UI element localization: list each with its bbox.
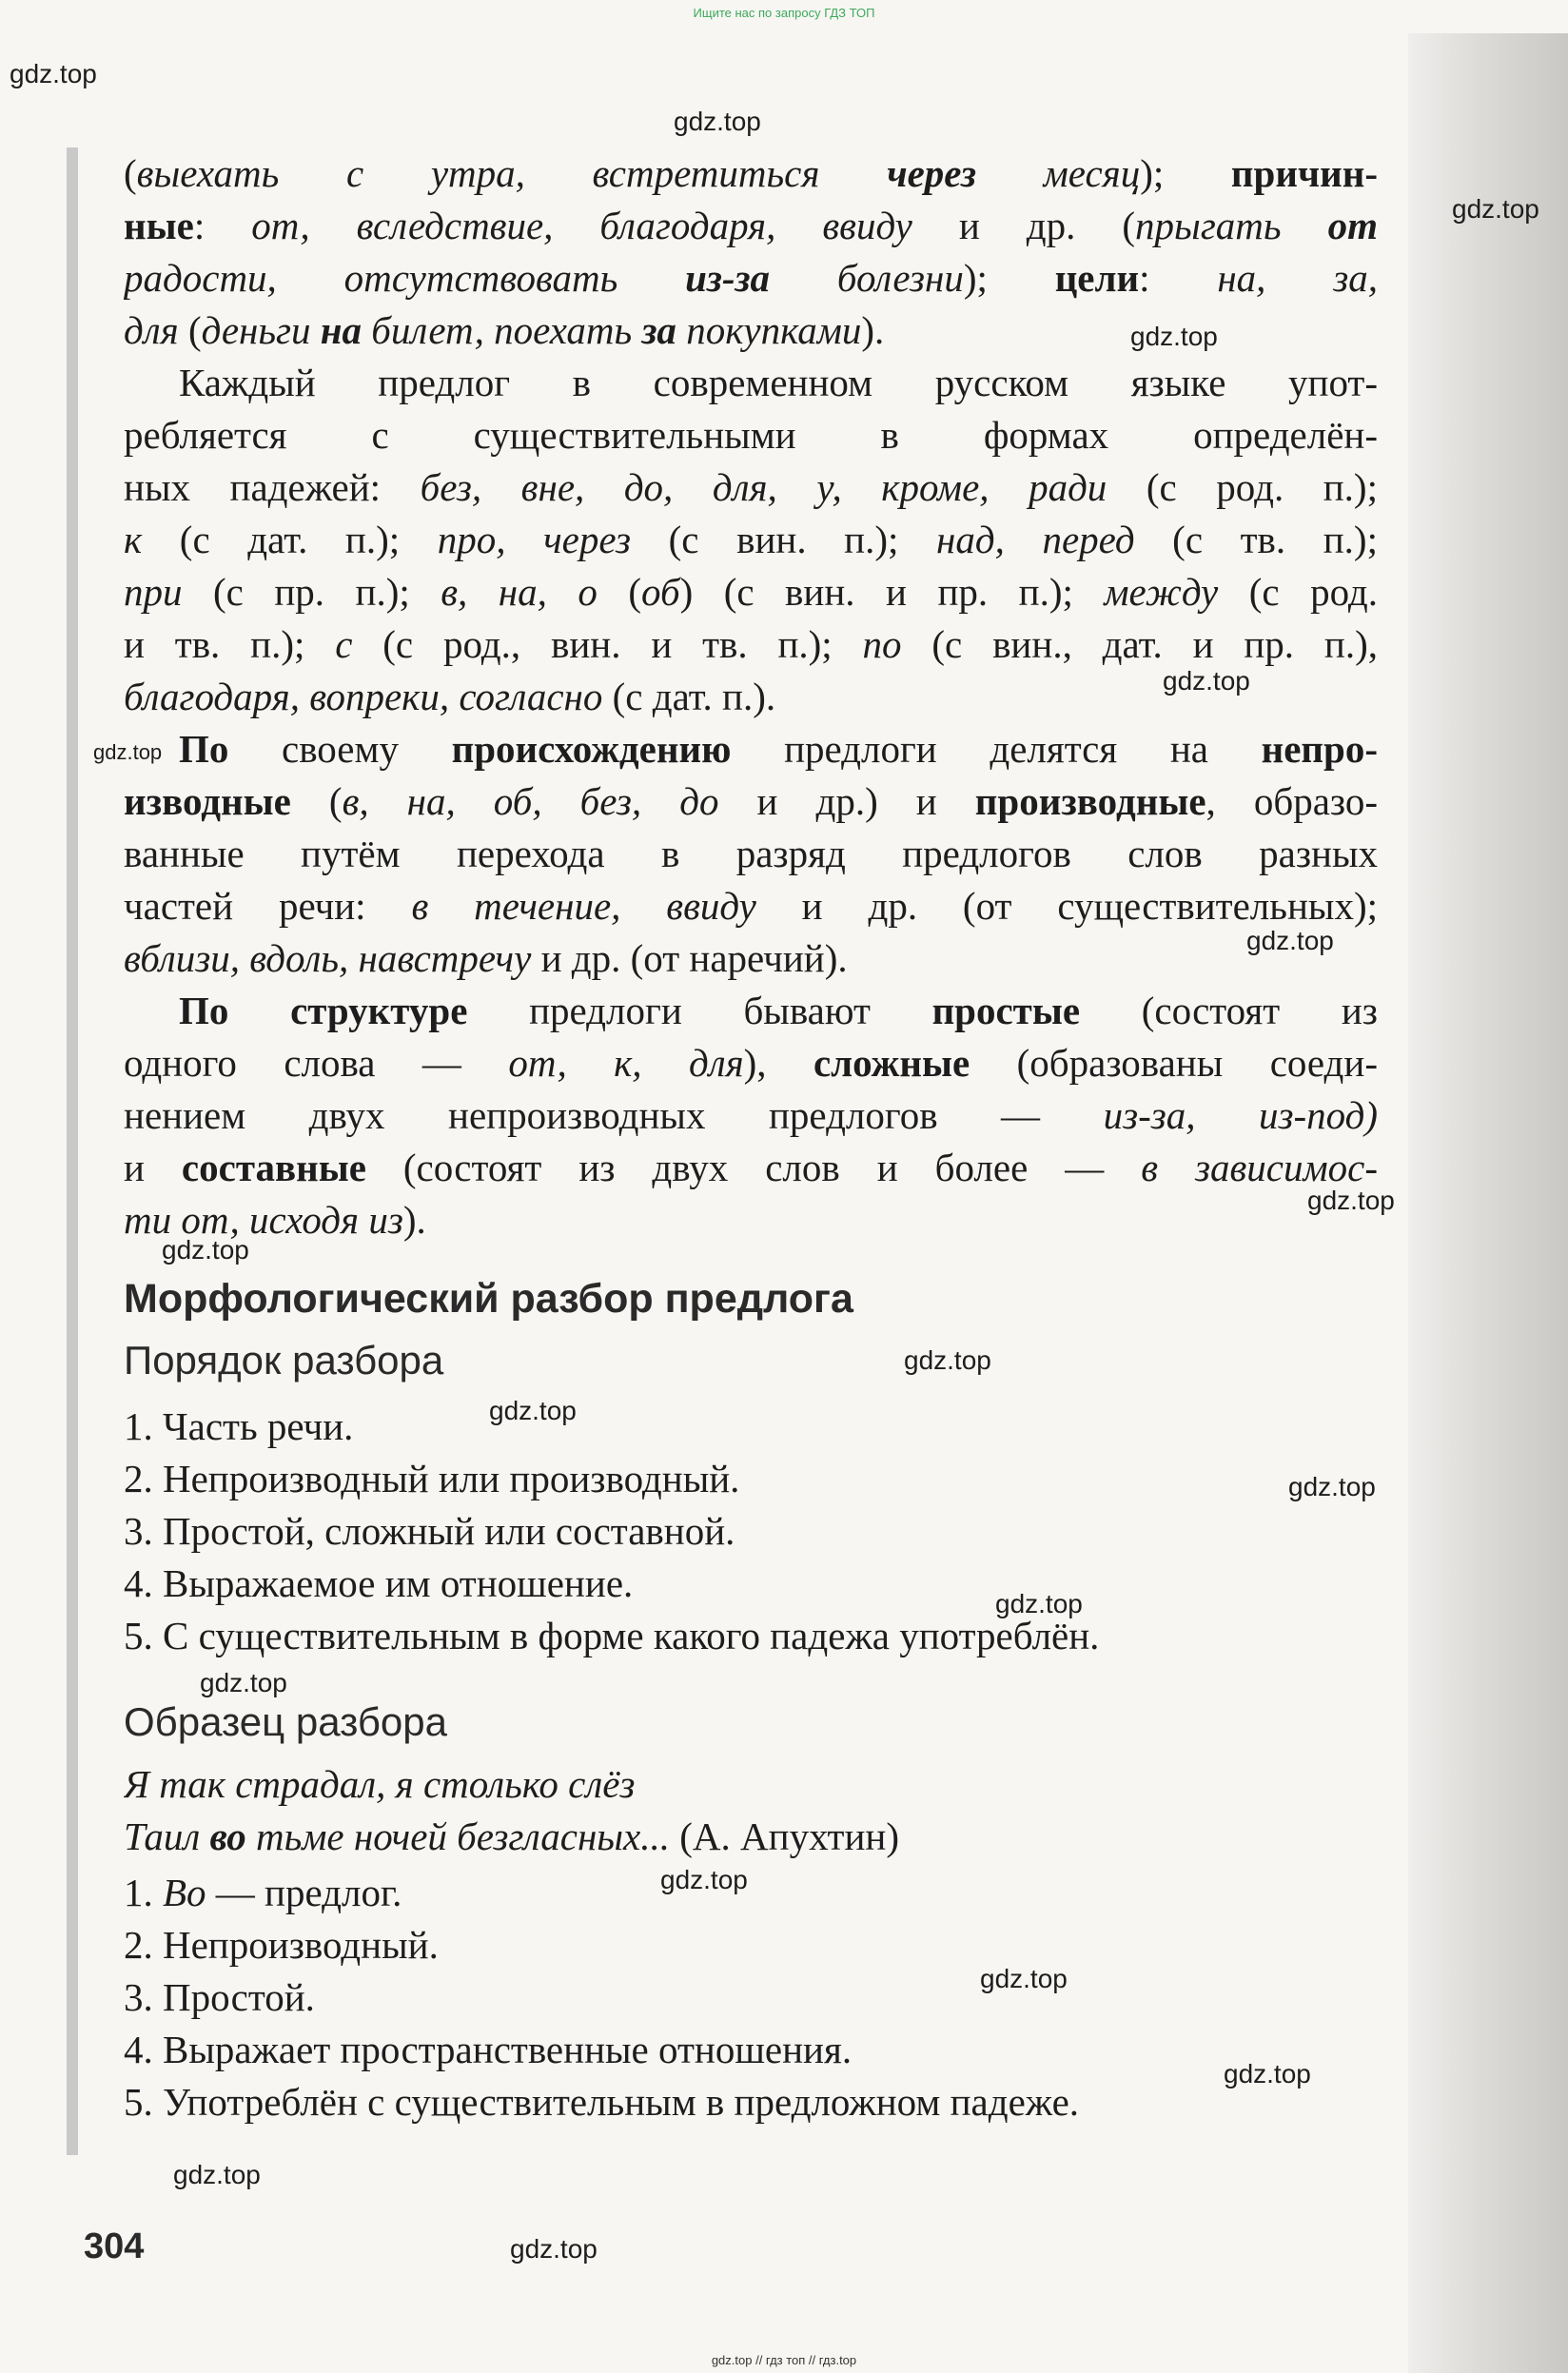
sample-item: 5. Употреблён с существительным в предложном падеже. (124, 2080, 1080, 2124)
sample-item: 2. Непроизводный. (124, 1923, 439, 1967)
watermark: gdz.top (510, 2234, 598, 2264)
quote-line: Таил во тьме ночей безгласных... (А. Апухтин) (124, 1814, 900, 1858)
text-line: ные: от, вследствие, благодаря, ввиду и др. (прыгать от (124, 204, 1378, 247)
page-edge-shadow (1408, 33, 1568, 2373)
section-heading: Морфологический разбор предлога (124, 1276, 853, 1322)
text-line: радости, отсутствовать из-за болезни); цели: на, за, (124, 256, 1378, 300)
page-number: 304 (84, 2226, 145, 2266)
watermark: gdz.top (162, 1235, 249, 1265)
sample-item: 1. Во — предлог. (124, 1871, 402, 1914)
watermark: gdz.top (980, 1964, 1068, 1993)
text-line: ти от, исходя из). (124, 1198, 426, 1242)
bottom-note: gdz.top // гдз топ // гдз.top (711, 2353, 857, 2367)
text-line: изводные (в, на, об, без, до и др.) и производные, образо- (124, 779, 1378, 823)
margin-bar (67, 147, 78, 2155)
text-line: и тв. п.); с (с род., вин. и тв. п.); по (с вин., дат. и пр. п.), (124, 622, 1378, 666)
text-line: ванные путём перехода в разряд предлогов слов разных (124, 832, 1378, 875)
text-line: нением двух непроизводных предлогов — из-за, из-под) (124, 1093, 1378, 1137)
text-line: (выехать с утра, встретиться через месяц); причин- (124, 151, 1378, 195)
order-item: 1. Часть речи. (124, 1404, 354, 1448)
order-item: 4. Выражаемое им отношение. (124, 1561, 634, 1605)
text-line: для (деньги на билет, поехать за покупками). (124, 308, 885, 352)
text-line: По структуре предлоги бывают простые (состоят из (179, 989, 1378, 1032)
sample-title: Образец разбора (124, 1699, 447, 1744)
watermark: gdz.top (995, 1589, 1083, 1618)
order-item: 2. Непроизводный или производный. (124, 1457, 740, 1500)
watermark: gdz.top (93, 740, 163, 764)
quote-line: Я так страдал, я столько слёз (124, 1762, 636, 1806)
watermark: gdz.top (660, 1865, 748, 1894)
text-line: частей речи: в течение, ввиду и др. (от существительных); (124, 884, 1378, 928)
order-item: 3. Простой, сложный или составной. (124, 1509, 735, 1553)
order-item: 5. С существительным в форме какого падежа употреблён. (124, 1614, 1100, 1657)
watermark: gdz.top (10, 59, 97, 88)
watermark: gdz.top (1224, 2059, 1311, 2089)
watermark: gdz.top (1307, 1186, 1395, 1215)
order-title: Порядок разбора (124, 1338, 444, 1383)
watermark: gdz.top (200, 1668, 287, 1697)
sample-item: 4. Выражает пространственные отношения. (124, 2028, 853, 2071)
text-line: благодаря, вопреки, согласно (с дат. п.). (124, 675, 776, 718)
text-line: вблизи, вдоль, навстречу и др. (от наречий). (124, 936, 848, 980)
watermark: gdz.top (904, 1345, 991, 1375)
watermark: gdz.top (1246, 926, 1334, 955)
text-line: Каждый предлог в современном русском языке упот- (179, 361, 1378, 404)
text-line: По своему происхождению предлоги делятся на непро- (179, 727, 1378, 771)
text-line: ребляется с существительными в формах определён- (124, 413, 1378, 457)
text-line: и составные (состоят из двух слов и более — в зависимос- (124, 1146, 1378, 1189)
text-line: ных падежей: без, вне, до, для, у, кроме, ради (с род. п.); (124, 465, 1378, 509)
watermark: gdz.top (1130, 322, 1218, 351)
watermark: gdz.top (674, 107, 761, 136)
sample-item: 3. Простой. (124, 1975, 315, 2019)
text-line: одного слова — от, к, для), сложные (образованы соеди- (124, 1041, 1378, 1085)
text-line: к (с дат. п.); про, через (с вин. п.); над, перед (с тв. п.); (124, 518, 1378, 561)
watermark: gdz.top (173, 2160, 261, 2189)
top-note: Ищите нас по запросу ГДЗ ТОП (693, 6, 875, 20)
watermark: gdz.top (1452, 194, 1539, 224)
text-line: при (с пр. п.); в, на, о (об) (с вин. и пр. п.); между (с род. (124, 570, 1378, 614)
watermark: gdz.top (489, 1396, 577, 1425)
watermark: gdz.top (1163, 666, 1250, 696)
watermark: gdz.top (1288, 1472, 1376, 1501)
